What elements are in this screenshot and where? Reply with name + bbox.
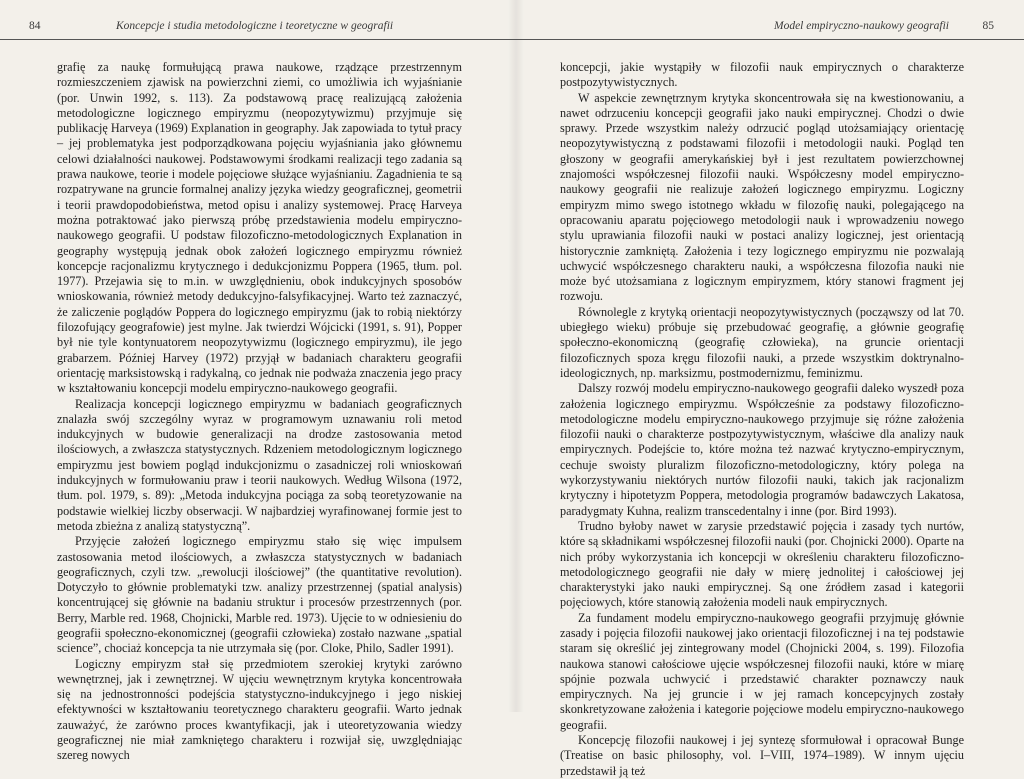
right-header-rule [512,39,1024,40]
right-running-head: Model empiryczno-naukowy geografii [773,20,949,32]
left-body-text [57,60,462,764]
right-page [512,0,1024,778]
right-paragraph: Dalszy rozwój modelu empiryczno-naukowego geografii daleko wyszedł poza założenia logicznego empiryzmu. Współcześnie za podstawy filozoficzno-metodologiczne modelu empiryczno-naukowego przyjmuje się różne założenia filozofii nauki o charakterze postpozytywistycznym, właściwe dla analizy nauk empirycznych. Podejście to, które można też nazwać krytyczno-empirycznym, cechuje swoisty pluralizm filozoficzno-metodologiczny, który polega na wykorzystywaniu niektórych nurtów filozofii nauki, takich jak racjonalizm krytyczny i hipotetyzm Poppera, metodologia programów badawczych Lakatosa, paradygmaty Kuhna, realizm transcedentalny i inne (por. Bird 1993). [560,381,964,518]
left-paragraph: Logiczny empiryzm stał się przedmiotem szerokiej krytyki zarówno wewnętrznej, jak i zewnętrznej. W ujęciu wewnętrznym krytyka koncentrowała się na jednostronności podejścia statystyczno-indukcyjnego i jego niskiej efektywności w kształtowaniu teoretycznego charakteru geografii. Warto jednak zauważyć, że zarówno proces kwantyfikacji, jak i uteoretyzowania wiedzy geograficznej nie miał zamkniętego charakteru i rozwijał się, uwzględniając szereg nowych [57,656,462,763]
right-paragraph: koncepcji, jakie wystąpiły w filozofii nauk empirycznych o charakterze postpozytywistycznych. [560,60,964,90]
left-running-header [29,20,467,36]
right-paragraph: Trudno byłoby nawet w zarysie przedstawić pojęcia i zasady tych nurtów, które są składnikami współczesnej filozofii nauki (por. Chojnicki 2000). Oparte na nich próby wykorzystania ich koncepcji w określeniu charakteru filozoficzno-metodologicznego geografii nie dały w mierę jednolitej i całościowej jej charakterystyki jako nauki empirycznej. Są one źródłem zasad i kategorii pojęciowych, które stanowią założenia modeli nauk empirycznych. [560,518,964,610]
left-paragraph: Przyjęcie założeń logicznego empiryzmu stało się więc impulsem zastosowania metod ilościowych, a zwłaszcza statystycznych w badaniach geograficznych, czyli tzw. „rewolucji ilościowej” (the quantitative revolution). Dotyczyło to głównie problematyki tzw. analizy przestrzennej (spatial analysis) koncentrującej się głównie na badaniu struktur i procesów przestrzennych (por. Berry, Marble red. 1968, Chojnicki, Marble red. 1973). Ujęcie to w odniesieniu do geografii społeczno-ekonomicznej (geografii człowieka) zostało nazwane „spatial science”, chociaż koncepcja ta nie utrzymała się (por. Cloke, Philo, Sadler 1991). [57,534,462,656]
left-paragraph: Realizacja koncepcji logicznego empiryzmu w badaniach geograficznych znalazła swój szczególny wyraz w programowym uznawaniu roli metod indukcyjnych w budowie generalizacji na drodze zastosowania metod ilościowych, a zwłaszcza statystycznych. Rdzeniem metodologicznym logicznego empiryzmu jest bowiem pogląd indukcjonizmu o zasadniczej roli wnioskowań indukcyjnych w formułowaniu praw i teorii naukowych. Według Wilsona (1972, tłum. pol. 1979, s. 89): „Metoda indukcyjna pociąga za sobą teoretyzowanie na podstawie wielkiej liczby obserwacji. W najbardziej wyrafinowanej formie jest to metoda zbieżna z analizą statystyczną”. [57,396,462,533]
right-paragraph: W aspekcie zewnętrznym krytyka skoncentrowała się na kwestionowaniu, a nawet odrzuceniu koncepcji geografii jako nauki empirycznej. Chodzi o dwie sprawy. Przede wszystkim należy odrzucić pogląd utożsamiający orientację neopozytywistyczną z podstawami filozofii i metodologii nauki. Pogląd ten głoszony w geografii amerykańskiej był i jest rezultatem powierzchownej znajomości współczesnej filozofii nauki. Współczesny model empiryczno-naukowy geografii nie realizuje założeń logicznego empiryzmu. Logiczny empiryzm mimo swego istotnego wkładu w filozofię nauki, polegającego na opracowaniu aparatu pojęciowego metodologii nauk i wprowadzeniu nowego stylu uprawiania filozofii nauki w postaci analizy logicznej, jest orientacją historycznie zamkniętą. Założenia i tezy logicznego empiryzmu nie pozwalają uchwycić współczesnego charakteru nauki, a współczesna filozofia nauki nie może być utożsamiana z logicznym empiryzmem, który stanowi fragment jej rozwoju. [560,90,964,304]
left-page-number: 84 [29,20,41,32]
right-paragraph: Koncepcję filozofii naukowej i jej syntezę sformułował i opracował Bunge (Treatise on basic philosophy, vol. I–VIII, 1974–1989). W innym ujęciu przedstawił ją też [560,733,964,778]
right-paragraph: Równolegle z krytyką orientacji neopozytywistycznych (począwszy od lat 70. ubiegłego wieku) próbuje się przebudować geografię, a głównie geografię społeczno-ekonomiczną (geografię człowieka), na gruncie orientacji filozoficznych spoza kręgu filozofii nauki, a przede wszystkim doktrynalno-ideologicznych, np. marksizmu, postmodernizmu, feminizmu. [560,304,964,380]
left-header-rule [0,39,512,40]
right-running-header [534,20,994,36]
right-paragraph: Za fundament modelu empiryczno-naukowego geografii przyjmuję głównie zasady i pojęcia filozofii naukowej jako orientacji filozoficznej i na tej podstawie staram się określić jej zintegrowany model (Chojnicki 2004, s. 199). Filozofia naukowa stanowi całościowe ujęcie współczesnej filozofii nauki, które w miarę spójnie pozwala uchwycić i przedstawić charakter poznawczy nauk empirycznych. Na jej gruncie i w jej ramach koncepcyjnych zostały skonkretyzowane założenia i kategorie pojęciowe modelu empiryczno-naukowego geografii. [560,610,964,732]
left-page [0,0,512,763]
left-running-head: Koncepcje i studia metodologiczne i teoretyczne w geografii [116,20,394,32]
right-body-text [560,60,964,779]
right-page-number: 85 [982,20,994,32]
left-paragraph: grafię za naukę formułującą prawa naukowe, rządzące przestrzennym rozmieszczeniem zjawisk na powierzchni ziemi, co umożliwia ich wyjaśnianie (por. Unwin 1992, s. 113). Za podstawową pracę realizującą założenia metodologiczne logicznego empiryzmu (neopozytywizmu) przyjmuje się publikację Harveya (1969) Explanation in geography. Jak zapowiada to tytuł pracy – jej problematyka jest podporządkowana pojęciu wyjaśniania jako głównemu celowi działalności naukowej. Podstawowymi środkami realizacji tego zadania są prawa naukowe, teorie i modele pojęciowe służące wyjaśnianiu. Zagadnienia te są rozpatrywane na gruncie formalnej analizy języka wiedzy geograficznej, geometrii i teorii prawdopodobieństwa, metod opisu i analizy systemowej. Pracę Harveya można potraktować jako pierwszą próbę przedstawienia modelu empiryczno-naukowego geografii. U podstaw filozoficzno-metodologicznych Explanation in geography występują jednak obok założeń logicznego empiryzmu również koncepcje racjonalizmu krytycznego i dedukcjonizmu Poppera (1965, tłum. pol. 1977). Przejawia się to m.in. w uwzględnieniu, obok indukcyjnych sposobów wnioskowania, również metody dedukcyjno-falsyfikacyjnej. Warto też zaznaczyć, że zaliczenie poglądów Poppera do logicznego empiryzmu (jak to robią niektórzy filozofujący geografowie) jest mylne. Jak twierdzi Wójcicki (1991, s. 91), Popper był nie tyle kontynuatorem neopozytywizmu (logicznego empiryzmu), ile jego grabarzem. Później Harvey (1972) przyjął w badaniach charakteru geografii orientację marksistowską i radykalną, co jednak nie podważa znaczenia jego pracy w kształtowaniu koncepcji modelu empiryczno-naukowego geografii. [57,60,462,396]
